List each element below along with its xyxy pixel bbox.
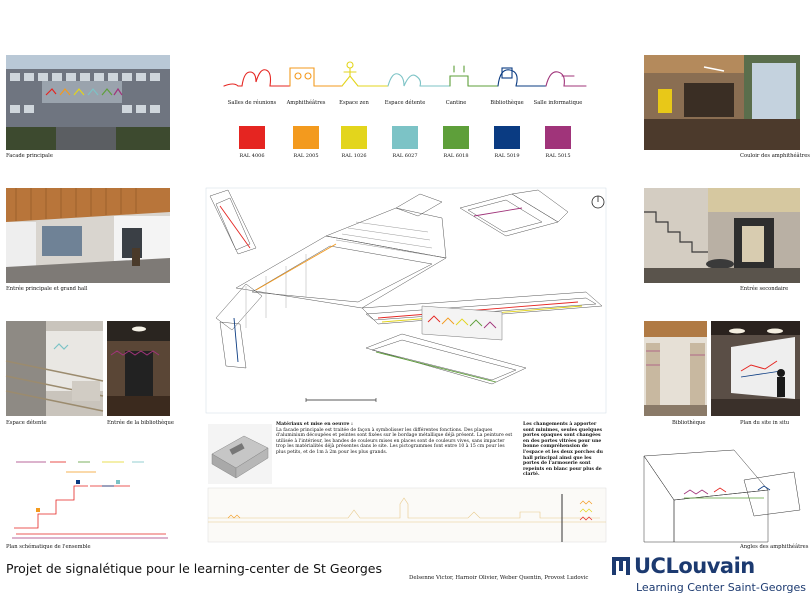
ral-code: RAL 5015 [545,153,571,159]
caption-site-plan: Plan du site in situ [740,420,790,426]
elevation-drawing [208,488,606,542]
ral-code: RAL 2005 [293,153,319,159]
color-swatch [392,126,418,149]
color-swatch [293,126,319,149]
ral-code: RAL 1026 [341,153,367,159]
caption-library-entrance: Entrée de la bibliothèque [107,420,174,426]
materials-body: La facade principale est traitée de façon à symbolisser les différentes fonctions. Des plaques d'aluminium découpées et peintes sont fixées sur le bordage métallique déjà présent. La peinture est utilisée à l'intérieur, les bandes de couleurs mises en places sont de couleurs vives, sans impacter trop les matérialités déjà présentes dans le site. Les pictogrammes font entre 10 à 15 cm pour les plus petits, et de 1m à 2m pour les plus grands. [276,427,513,455]
changes-body: Les changements à apporter sont minimes, seules quelques portes opaques sont changées en des portes vitrées pour une bonne compréhension de l'espace et les deux porches du hall principal ainsi que les portes de l'armoserie sont repeints en blanc pour plus de clarté. [523,422,603,478]
secondary-entrance-photo [644,188,800,283]
authors: Delsenne Victor, Harnoir Olivier, Weber Quentin, Provost Ludovic [409,575,589,581]
legend-label: Cantine [445,100,467,106]
color-swatch [239,126,265,149]
caption-schematic: Plan schématique de l'ensemble [6,544,91,550]
caption-entrance-hall: Entrée principale et grand hall [6,286,88,292]
logo-name: UCLouvain [634,554,755,578]
axonometric-plan [206,188,606,413]
color-swatch [443,126,469,149]
changes-text [523,422,605,478]
legend-label: Salles de réunions [227,100,277,106]
legend-label: Espace zen [339,100,369,106]
ral-code: RAL 6018 [443,153,469,159]
materials-title: Matériaux et mise en oeuvre : [276,422,353,427]
caption-amphi-angles: Angles des amphithéâtres [740,544,809,550]
entrance-hall-photo [6,188,170,283]
caption-secondary-entrance: Entrée secondaire [740,286,789,292]
uclouvain-logo [612,554,807,600]
ral-code: RAL 6027 [392,153,418,159]
caption-corridor: Couloir des amphithéâtres [740,153,810,159]
library-entrance-photo [107,321,170,416]
facade-photo [6,55,170,150]
legend-label: Amphithéâtres [286,100,326,106]
amphi-angles-drawing [644,450,800,542]
logo-subtitle: Learning Center Saint-Georges [636,581,807,594]
caption-facade: Facade principale [6,153,53,159]
relax-photo [6,321,103,416]
legend-label: Salle informatique [533,100,583,106]
schematic-plan [6,450,170,542]
uclouvain-mark-icon [612,557,630,575]
color-swatch [341,126,367,149]
pictogram-line [224,56,586,92]
legend-label: Espace détente [384,100,426,106]
color-swatch [545,126,571,149]
materials-text [276,422,514,456]
ral-code: RAL 4006 [239,153,265,159]
caption-library: Bibliothèque [672,420,706,426]
caption-relax: Espace détente [6,420,47,426]
color-swatch [494,126,520,149]
project-title: Projet de signalétique pour le learning-center de St Georges [6,561,382,576]
library-photo [644,321,707,416]
site-plan-photo [711,321,800,416]
ral-code: RAL 5019 [494,153,520,159]
corridor-photo [644,55,800,150]
legend-label: Bibliothèque [490,100,524,106]
detail-drawing [208,424,272,484]
